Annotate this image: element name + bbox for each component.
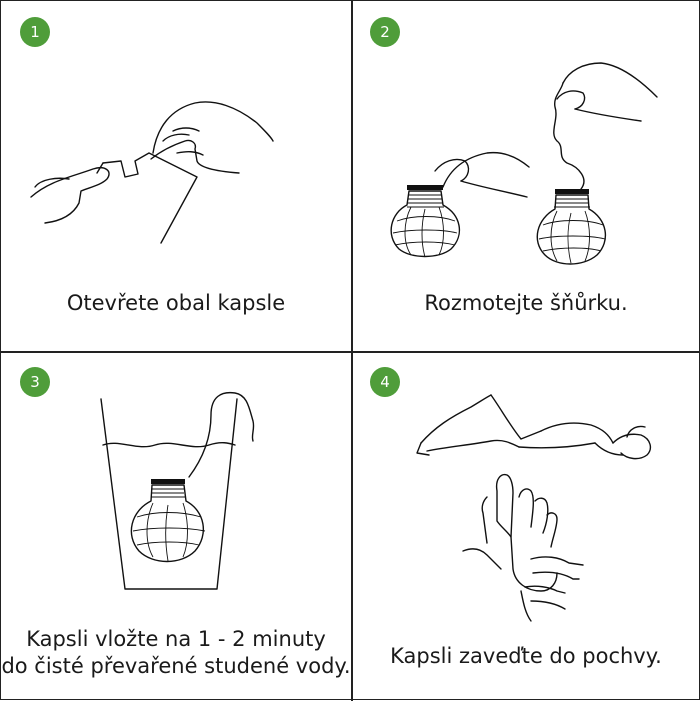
step-1-panel [1, 1, 351, 351]
capsule-1 [391, 185, 459, 257]
step-1-caption: Otevřete obal kapsle [66, 291, 286, 315]
step-3-panel [1, 351, 351, 701]
step-3-badge: 3 [20, 367, 50, 397]
step-4-badge: 4 [370, 367, 400, 397]
step-2-panel [351, 1, 700, 351]
capsule-in-water [131, 479, 205, 562]
step-1-badge: 1 [20, 17, 50, 47]
capsule-2 [537, 189, 605, 264]
capsule-in-fingers [497, 475, 513, 537]
step-4-caption: Kapsli zaveďte do pochvy. [390, 644, 662, 668]
unwind-string-illustration [351, 1, 700, 291]
glass-of-water-illustration [1, 351, 351, 621]
insertion-illustration [351, 351, 700, 641]
step-3-caption-line-1: Kapsli vložte na 1 - 2 minuty [26, 627, 326, 651]
step-3-caption-line-2: do čisté převařené studené vody. [1, 654, 351, 678]
step-4-panel [351, 351, 700, 701]
open-packet-illustration [1, 1, 351, 291]
step-3-caption [1, 626, 351, 680]
step-2-caption: Rozmotejte šňůrku. [424, 291, 628, 315]
step-2-badge: 2 [370, 17, 400, 47]
